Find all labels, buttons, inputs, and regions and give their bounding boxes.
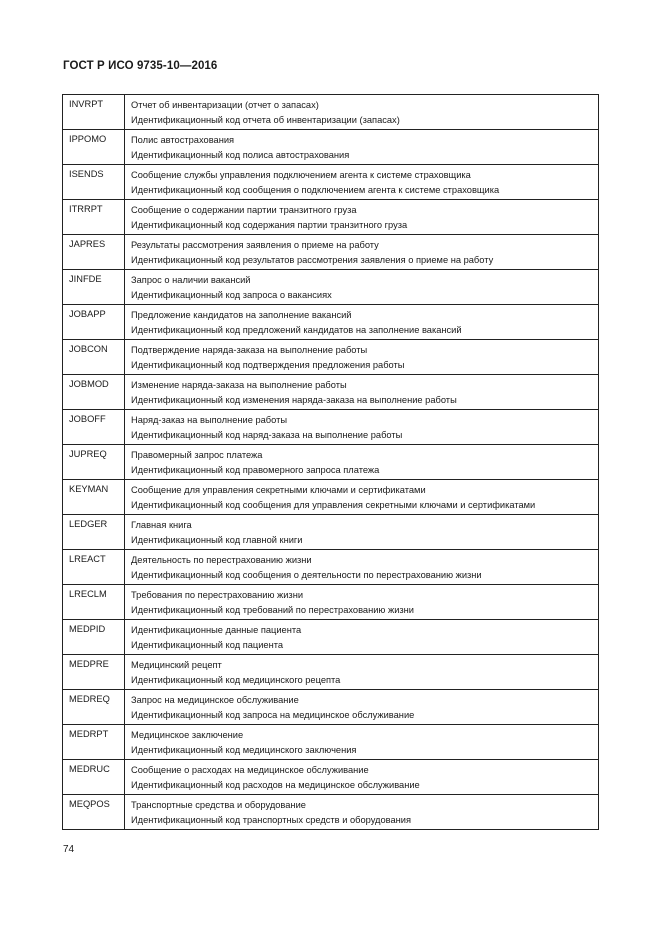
message-description (125, 305, 599, 340)
message-code: KEYMAN (63, 480, 125, 515)
message-description (125, 480, 599, 515)
table-row (63, 795, 599, 830)
message-description (125, 725, 599, 760)
message-name: Полис автострахования (131, 135, 235, 145)
table-row (63, 235, 599, 270)
message-description (125, 130, 599, 165)
message-identifier-text: Идентификационный код запроса о вакансиях (131, 290, 332, 300)
message-name: Деятельность по перестрахованию жизни (131, 555, 312, 565)
message-code: MEDPID (63, 620, 125, 655)
message-description (125, 95, 599, 130)
message-identifier-text: Идентификационный код правомерного запроса платежа (131, 465, 380, 475)
message-name: Сообщение службы управления подключением агента к системе страховщика (131, 170, 471, 180)
table-row (63, 340, 599, 375)
message-identifier-text: Идентификационный код сообщения о деятельности по перестрахованию жизни (131, 570, 482, 580)
message-name: Изменение наряда-заказа на выполнение работы (131, 380, 347, 390)
table-row (63, 200, 599, 235)
message-identifier-text: Идентификационный код наряд-заказа на выполнение работы (131, 430, 403, 440)
message-identifier-text: Идентификационный код расходов на медицинское обслуживание (131, 780, 420, 790)
message-codes-table (62, 94, 599, 830)
message-identifier-text: Идентификационный код полиса автострахования (131, 150, 350, 160)
message-code: LRECLM (63, 585, 125, 620)
message-identifier-text: Идентификационный код изменения наряда-заказа на выполнение работы (131, 395, 457, 405)
message-name: Результаты рассмотрения заявления о приеме на работу (131, 240, 379, 250)
message-description (125, 690, 599, 725)
message-description (125, 410, 599, 445)
table-row (63, 620, 599, 655)
table-row (63, 725, 599, 760)
message-description (125, 760, 599, 795)
message-name: Сообщение для управления секретными ключами и сертификатами (131, 485, 426, 495)
message-name: Сообщение о содержании партии транзитного груза (131, 205, 357, 215)
table-row (63, 690, 599, 725)
message-identifier-text: Идентификационный код транспортных средств и оборудования (131, 815, 412, 825)
message-identifier-text: Идентификационный код пациента (131, 640, 284, 650)
message-code: MEDPRE (63, 655, 125, 690)
message-identifier-text: Идентификационный код медицинского рецепта (131, 675, 341, 685)
message-name: Правомерный запрос платежа (131, 450, 263, 460)
message-identifier-text: Идентификационный код главной книги (131, 535, 303, 545)
message-identifier-text: Идентификационный код запроса на медицинское обслуживание (131, 710, 415, 720)
message-identifier-text: Идентификационный код результатов рассмотрения заявления о приеме на работу (131, 255, 494, 265)
message-identifier-text: Идентификационный код подтверждения предложения работы (131, 360, 405, 370)
table-row (63, 270, 599, 305)
message-description (125, 795, 599, 830)
message-description (125, 270, 599, 305)
message-code: LEDGER (63, 515, 125, 550)
message-description (125, 165, 599, 200)
message-name: Требования по перестрахованию жизни (131, 590, 304, 600)
message-name: Отчет об инвентаризации (отчет о запасах) (131, 100, 319, 110)
message-identifier-text: Идентификационный код предложений кандидатов на заполнение вакансий (131, 325, 462, 335)
message-description (125, 340, 599, 375)
message-name: Медицинское заключение (131, 730, 244, 740)
message-code: MEDRPT (63, 725, 125, 760)
message-name: Подтверждение наряда-заказа на выполнение работы (131, 345, 368, 355)
message-code: ITRRPT (63, 200, 125, 235)
message-code: MEQPOS (63, 795, 125, 830)
message-name: Главная книга (131, 520, 192, 530)
message-identifier-text: Идентификационный код содержания партии транзитного груза (131, 220, 408, 230)
table-row (63, 410, 599, 445)
message-name: Сообщение о расходах на медицинское обслуживание (131, 765, 369, 775)
document-header: ГОСТ Р ИСО 9735-10—2016 (63, 60, 218, 72)
message-code: JOBAPP (63, 305, 125, 340)
table-row (63, 305, 599, 340)
message-description (125, 445, 599, 480)
table-row (63, 165, 599, 200)
message-name: Идентификационные данные пациента (131, 625, 302, 635)
table-row (63, 550, 599, 585)
message-identifier-text: Идентификационный код сообщения о подключением агента к системе страховщика (131, 185, 500, 195)
message-description (125, 655, 599, 690)
message-identifier-text: Идентификационный код сообщения для управления секретными ключами и сертификатами (131, 500, 536, 510)
message-name: Медицинский рецепт (131, 660, 222, 670)
message-description (125, 200, 599, 235)
message-code: JOBOFF (63, 410, 125, 445)
table-row (63, 95, 599, 130)
message-name: Запрос на медицинское обслуживание (131, 695, 299, 705)
table-row (63, 585, 599, 620)
page-number: 74 (63, 844, 75, 855)
message-description (125, 515, 599, 550)
message-code: LREACT (63, 550, 125, 585)
message-description (125, 550, 599, 585)
table-row (63, 130, 599, 165)
message-identifier-text: Идентификационный код медицинского заключения (131, 745, 357, 755)
message-code: JAPRES (63, 235, 125, 270)
message-description (125, 585, 599, 620)
table-row (63, 445, 599, 480)
message-code: MEDREQ (63, 690, 125, 725)
message-code: ISENDS (63, 165, 125, 200)
message-code: JUPREQ (63, 445, 125, 480)
table-body (63, 95, 599, 830)
message-identifier-text: Идентификационный код отчета об инвентаризации (запасах) (131, 115, 400, 125)
message-code: INVRPT (63, 95, 125, 130)
message-code: JINFDE (63, 270, 125, 305)
table-row (63, 375, 599, 410)
message-identifier-text: Идентификационный код требований по перестрахованию жизни (131, 605, 414, 615)
message-name: Транспортные средства и оборудование (131, 800, 306, 810)
message-code: MEDRUC (63, 760, 125, 795)
message-description (125, 235, 599, 270)
table-row (63, 760, 599, 795)
message-name: Предложение кандидатов на заполнение вакансий (131, 310, 352, 320)
message-description (125, 375, 599, 410)
table-row (63, 480, 599, 515)
message-name: Наряд-заказ на выполнение работы (131, 415, 288, 425)
message-code: JOBMOD (63, 375, 125, 410)
table-row (63, 655, 599, 690)
message-description (125, 620, 599, 655)
message-name: Запрос о наличии вакансий (131, 275, 251, 285)
table-row (63, 515, 599, 550)
message-code: IPPOMO (63, 130, 125, 165)
message-code: JOBCON (63, 340, 125, 375)
